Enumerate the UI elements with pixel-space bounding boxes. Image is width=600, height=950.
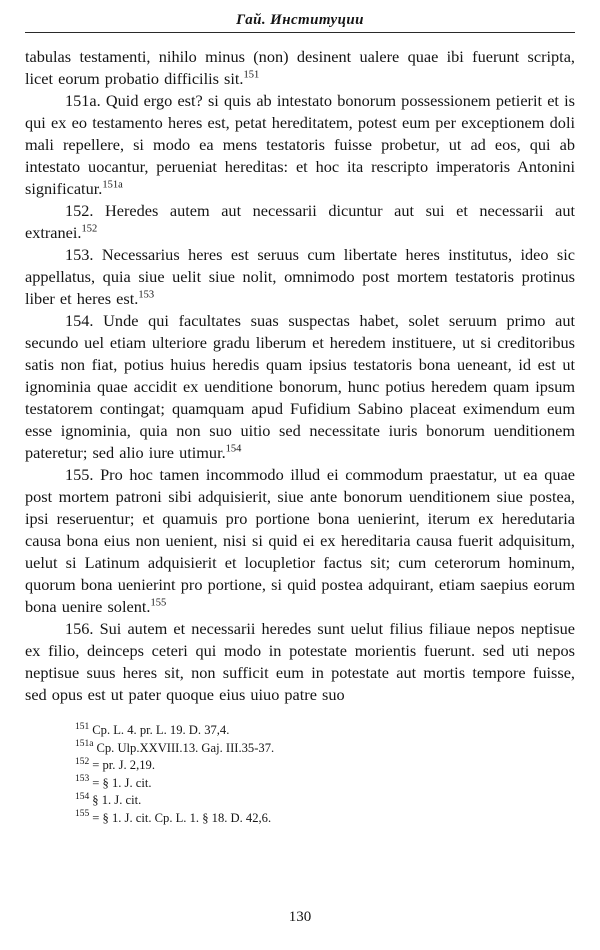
paragraph-152	[25, 200, 575, 244]
paragraph-text: 154. Unde qui facultates suas suspectas habet, solet seruum primo aut secundo uel etiam ulteriore gradu liberum et heredem instituere, ut si creditoribus satis non fiat, potius huius heredis quam ipsius testatoris bona ueneant, id est ut ignominia quae accidit ex uenditione bonorum, hunc potius heredem quam ipsum testatorem contingat; quamquam apud Fufidium Sabino placeat eximendum eum esse ignominia, quia non suo uitio sed necessitate iuris bonorum uenditionem pateretur; sed alio iure utimur.	[25, 311, 575, 462]
paragraph-151a	[25, 90, 575, 200]
footnote-marker: 151a	[75, 739, 94, 750]
footnote-ref: 151	[243, 69, 260, 81]
footnote-155	[75, 810, 575, 828]
paragraph-154	[25, 310, 575, 464]
footnote-marker: 155	[75, 809, 90, 820]
body-text	[25, 46, 575, 706]
page-number: 130	[288, 909, 312, 925]
footnote-151a	[75, 740, 575, 758]
footnote-ref: 155	[150, 597, 167, 609]
header-title: Гай. Институции	[236, 12, 364, 28]
paragraph-156	[25, 618, 575, 706]
footnote-text: = § 1. J. cit.	[92, 775, 152, 790]
footnote-154	[75, 792, 575, 810]
paragraph-text: 156. Sui autem et necessarii heredes sunt uelut filius filiaue nepos neptisue ex filio, deinceps ceteri qui modo in potestate morientis fuerunt. sed uti nepos neptisue suus heres sit, non sufficit eum in potestate aut mortis tempore fuisse, sed opus est ut pater quoque eius uiuo patre suo	[25, 619, 575, 704]
footnote-marker: 152	[75, 756, 90, 767]
paragraph-text: 152. Heredes autem aut necessarii dicuntur aut sui et necessarii aut extranei.	[25, 201, 575, 242]
paragraph-text: 151a. Quid ergo est? si quis ab intestato bonorum possessionem petierit et is qui ex eo testamento heres est, petat hereditatem, potest eum per exceptionem doli mali repellere, si modo ea mens testatoris fuisse probetur, ut ad eos, qui ab intestato uocantur, perueniat hereditas: et hoc ita rescripto imperatoris Antonini significatur.	[25, 91, 575, 198]
footnotes-section	[25, 722, 575, 827]
footnote-ref: 151a	[102, 179, 123, 191]
footnote-text: = pr. J. 2,19.	[92, 758, 155, 772]
footnote-marker: 153	[75, 774, 90, 785]
footnote-marker: 151	[75, 721, 90, 732]
paragraph-text: 153. Necessarius heres est seruus cum libertate heres institutus, ideo sic appellatus, quia siue uelit siue nolit, omnimodo post mortem testatoris protinus liber et heres est.	[25, 245, 575, 308]
footnote-ref: 153	[138, 289, 155, 301]
footnote-ref: 154	[225, 443, 242, 455]
footnote-text: = § 1. J. cit. Cp. L. 1. § 18. D. 42,6.	[92, 810, 272, 825]
footnote-text: Cp. L. 4. pr. L. 19. D. 37,4.	[92, 723, 230, 737]
paragraph-text: 155. Pro hoc tamen incommodo illud ei commodum praestatur, ut ea quae post mortem patroni sibi adquisierit, siue ante bonorum uenditionem siue postea, ipsi reseruentur; et quamuis pro portione bona uenierint, iterum ex heredutaria causa bona eius non uenient, nisi si quid ei ex hereditaria causa fuerit adquisitum, uelut si Latinum adquisierit et locupletior factus sit; cum ceterorum hominum, quorum bona uenierint pro portione, si quid postea adquirant, etiam saepius eorum bona uenire solent.	[25, 465, 575, 616]
footnote-ref: 152	[81, 223, 98, 235]
running-header	[25, 12, 575, 33]
footnote-151	[75, 722, 575, 740]
paragraph-155	[25, 464, 575, 618]
footnote-152	[75, 757, 575, 775]
footnote-text: Cp. Ulp.XXVIII.13. Gaj. III.35-37.	[96, 740, 275, 755]
footnote-text: § 1. J. cit.	[92, 793, 142, 807]
footnote-marker: 154	[75, 791, 90, 802]
paragraph-153	[25, 244, 575, 310]
paragraph-continuation	[25, 46, 575, 90]
paragraph-text: tabulas testamenti, nihilo minus (non) desinent ualere quae ibi fuerunt scripta, licet eorum probatio difficilis sit.	[25, 47, 575, 88]
footnote-153	[75, 775, 575, 793]
